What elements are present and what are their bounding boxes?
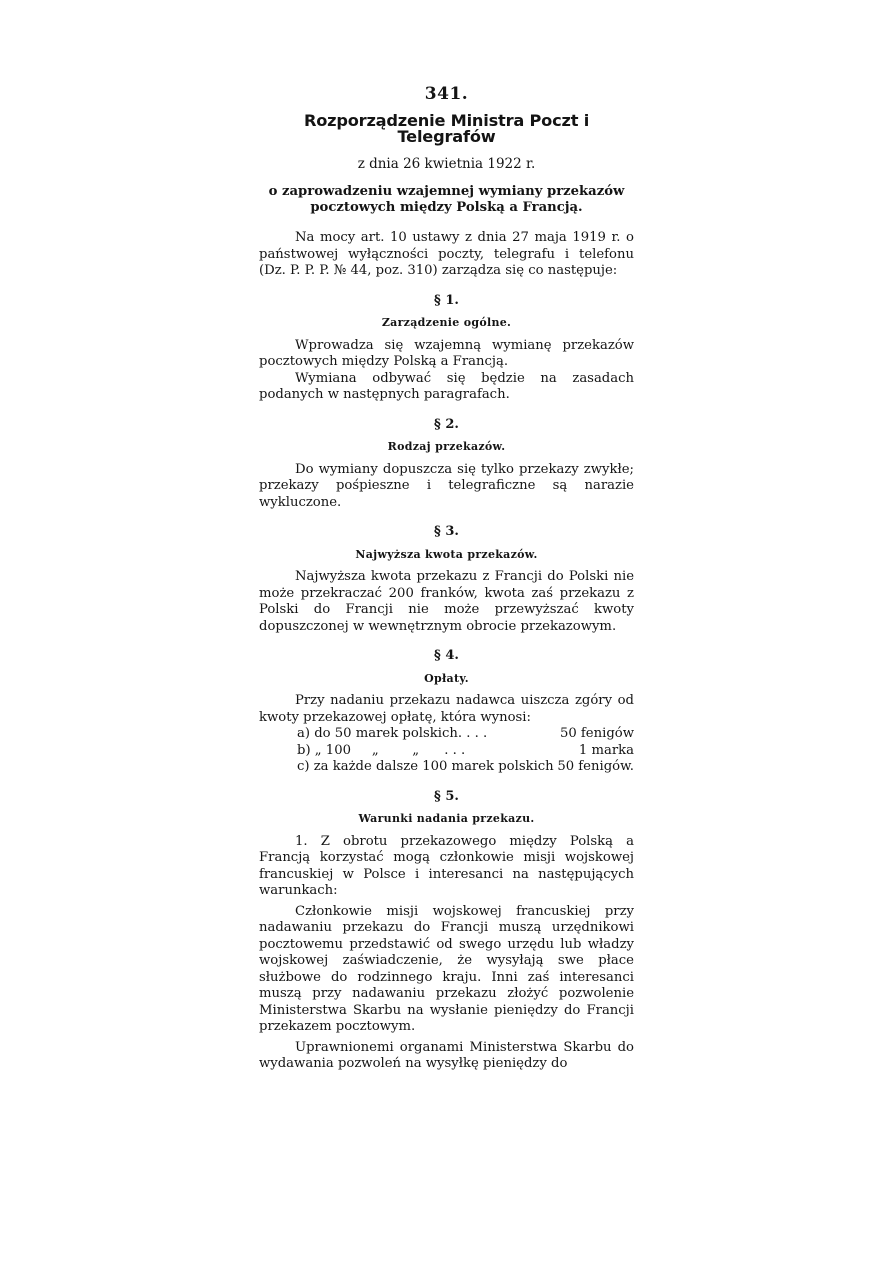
fee-a-value: 50 fenigów — [559, 726, 634, 741]
fee-c-value: 50 fenigów. — [557, 759, 634, 774]
section-5-paragraph-3: Uprawnionemi organami Ministerstwa Skarbu do wydawania pozwoleń na wysyłkę pieniędzy do — [259, 1039, 634, 1071]
section-1-title: Zarządzenie ogólne. — [381, 316, 512, 329]
fee-row-c — [259, 759, 634, 776]
text-column — [259, 86, 634, 1073]
section-4-paragraph-1: Przy nadaniu przekazu nadawca uiszcza zgóry od kwoty przekazowej opłatę, która wynosi: — [259, 693, 634, 725]
preamble: Na mocy art. 10 ustawy z dnia 27 maja 1919 r. o państwowej wyłączności poczty, telegrafu i telefonu (Dz. P. P. P. № 44, poz. 310) zarządza się co następuje: — [259, 230, 634, 278]
section-1-paragraph-1: Wprowadza się wzajemną wymianę przekazów pocztowych między Polską a Francją. — [259, 337, 634, 369]
section-5-paragraph-1: 1. Z obrotu przekazowego między Polską a Francją korzystać mogą członkowie misji wojskowej francuskiej w Polsce i interesanci na następujących warunkach: — [259, 833, 634, 898]
section-5-title: Warunki nadania przekazu. — [358, 812, 535, 825]
subject-line-1: o zaprowadzeniu wzajemnej wymiany przekazów — [268, 184, 625, 199]
fee-b-value: 1 marka — [578, 742, 634, 758]
section-2-paragraph-1: Do wymiany dopuszcza się tylko przekazy zwykłe; przekazy pośpieszne i telegraficzne są narazie wykluczone. — [259, 461, 634, 510]
section-2-number: § 2. — [434, 416, 459, 432]
section-3-number: § 3. — [434, 524, 459, 539]
section-1-paragraph-2: Wymiana odbywać się będzie na zasadach podanych w następnych paragrafach. — [259, 370, 634, 402]
section-4-number: § 4. — [434, 648, 459, 663]
document-subject — [259, 184, 634, 216]
subject-line-2: pocztowych między Polską a Francją. — [310, 200, 583, 215]
section-3-paragraph-1: Najwyższa kwota przekazu z Francji do Polski nie może przekraczać 200 franków, kwota zaś przekazu z Polski do Francji nie może przewyższać kwoty dopuszczonej w wewnętrznym obrocie przekazowym. — [259, 569, 634, 634]
document-title: Rozporządzenie Ministra Poczt i Telegrafów — [303, 110, 590, 146]
fee-b-label: b) „ 100 „ „ . . . — [297, 742, 466, 758]
fee-c-label: c) za każde dalsze 100 marek polskich — [297, 759, 554, 774]
section-5-number: § 5. — [434, 788, 459, 804]
section-4-title: Opłaty. — [424, 671, 469, 685]
section-1-number: § 1. — [434, 292, 459, 308]
fee-row-a — [259, 726, 634, 743]
section-2-title: Rodzaj przekazów. — [387, 440, 506, 453]
section-5-paragraph-2: Członkowie misji wojskowej francuskiej przy nadawaniu przekazu do Francji muszą urzędnikowi pocztowemu przedstawić od swego urzędu lub władzy wojskowej zaświadczenie, że wysyłają swe płace służbowe do rodzinnego kraju. Inni zaś interesanci muszą przy nadawaniu przekazu złożyć pozwolenie Ministerstwa Skarbu na wysłanie pieniędzy do Francji przekazem pocztowym. — [259, 903, 634, 1034]
fee-row-b — [259, 743, 634, 760]
section-3-title: Najwyższa kwota przekazów. — [355, 547, 538, 561]
document-number: 341. — [424, 84, 469, 104]
document-date: z dnia 26 kwietnia 1922 r. — [357, 155, 536, 172]
fee-a-label: a) do 50 marek polskich. . . . — [297, 726, 488, 741]
